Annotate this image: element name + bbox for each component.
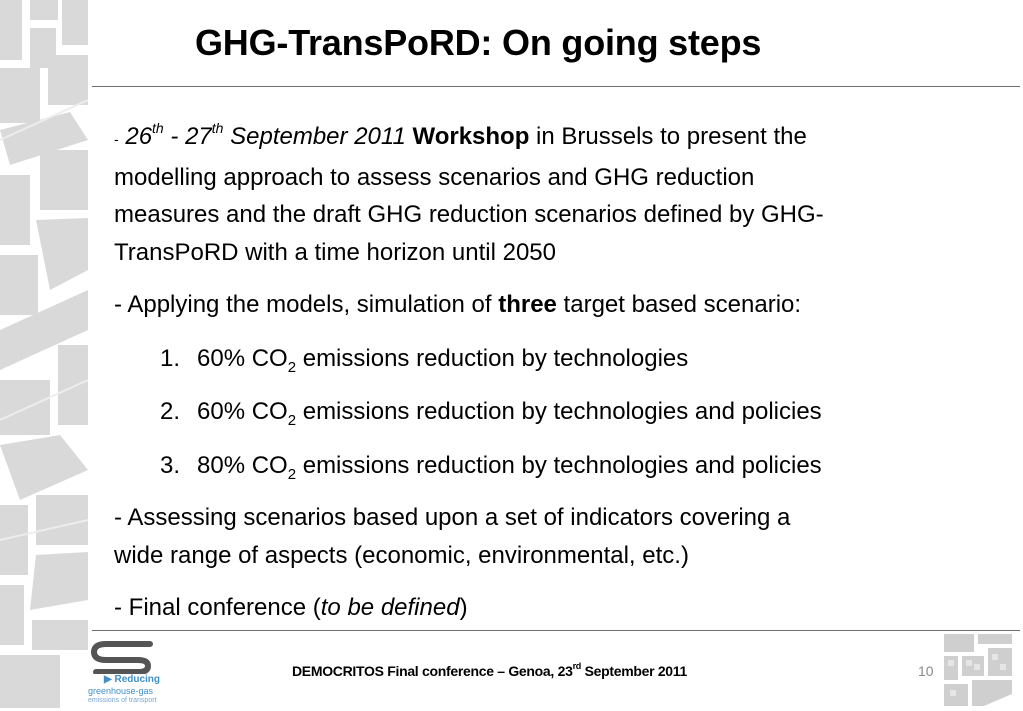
- footer-divider: [92, 630, 1020, 631]
- scenario-pre: 80% CO: [197, 451, 288, 479]
- final-conference-paragraph: [114, 589, 974, 627]
- workshop-bold: Workshop: [412, 123, 530, 150]
- applying-bold: three: [498, 291, 557, 318]
- final-post: ): [459, 594, 468, 621]
- date-day-1: 26: [125, 123, 153, 150]
- scenario-number: 2.: [160, 398, 181, 425]
- workshop-line-3: measures and the draft GHG reduction scenarios defined by GHG-: [114, 201, 824, 228]
- date-day-2: - 27: [163, 123, 212, 150]
- assessing-paragraph: [114, 499, 974, 574]
- footer-event-text: DEMOCRITOS Final conference – Genoa, 23rd September 2011: [292, 661, 687, 679]
- applying-paragraph: [114, 286, 974, 324]
- assessing-line-2: wide range of aspects (economic, environmental, etc.): [114, 541, 689, 569]
- final-italic: to be defined: [320, 594, 460, 621]
- scenario-pre: 60% CO: [197, 344, 288, 372]
- workshop-line-2: modelling approach to assess scenarios and GHG reduction: [114, 163, 755, 191]
- co2-subscript: 2: [287, 465, 297, 483]
- decorative-map-pattern: [0, 0, 88, 708]
- title-divider: [92, 86, 1020, 87]
- scenario-post: emissions reduction by technologies: [296, 344, 689, 372]
- logo-tagline-1: ▶ Reducing: [104, 674, 161, 685]
- applying-post: target based scenario:: [556, 291, 802, 318]
- workshop-paragraph: [114, 118, 974, 271]
- date-sup-2: th: [211, 120, 224, 136]
- scenario-post: emissions reduction by technologies and policies: [296, 398, 822, 425]
- co2-subscript: 2: [287, 358, 297, 376]
- corner-map-pattern: [944, 634, 1012, 706]
- applying-pre: - Applying the models, simulation of: [114, 291, 499, 318]
- scenario-item: [114, 340, 974, 378]
- workshop-line-4: TransPoRD with a time horizon until 2050: [114, 238, 556, 266]
- date-sup-1: th: [152, 120, 164, 136]
- bullet-dash: -: [114, 131, 119, 147]
- final-pre: - Final conference (: [114, 594, 321, 621]
- page-number: 10: [918, 663, 934, 679]
- workshop-line-1-rest: in Brussels to present the: [529, 123, 807, 150]
- slide-title: GHG-TransPoRD: On going steps: [195, 22, 762, 63]
- scenario-number: 3.: [160, 451, 181, 479]
- logo-tagline-3: emissions of transport: [88, 697, 157, 704]
- assessing-line-1: - Assessing scenarios based upon a set of indicators covering a: [114, 504, 791, 531]
- scenario-post: emissions reduction by technologies and policies: [296, 451, 822, 479]
- scenario-number: 1.: [160, 344, 181, 372]
- scenario-item: [114, 447, 974, 485]
- co2-subscript: 2: [287, 411, 297, 429]
- slide-body: [114, 118, 974, 627]
- logo-tagline-2: greenhouse-gas: [88, 686, 154, 696]
- date-month-year: September 2011: [223, 123, 406, 150]
- scenario-pre: 60% CO: [197, 398, 288, 425]
- scenario-item: [114, 393, 974, 431]
